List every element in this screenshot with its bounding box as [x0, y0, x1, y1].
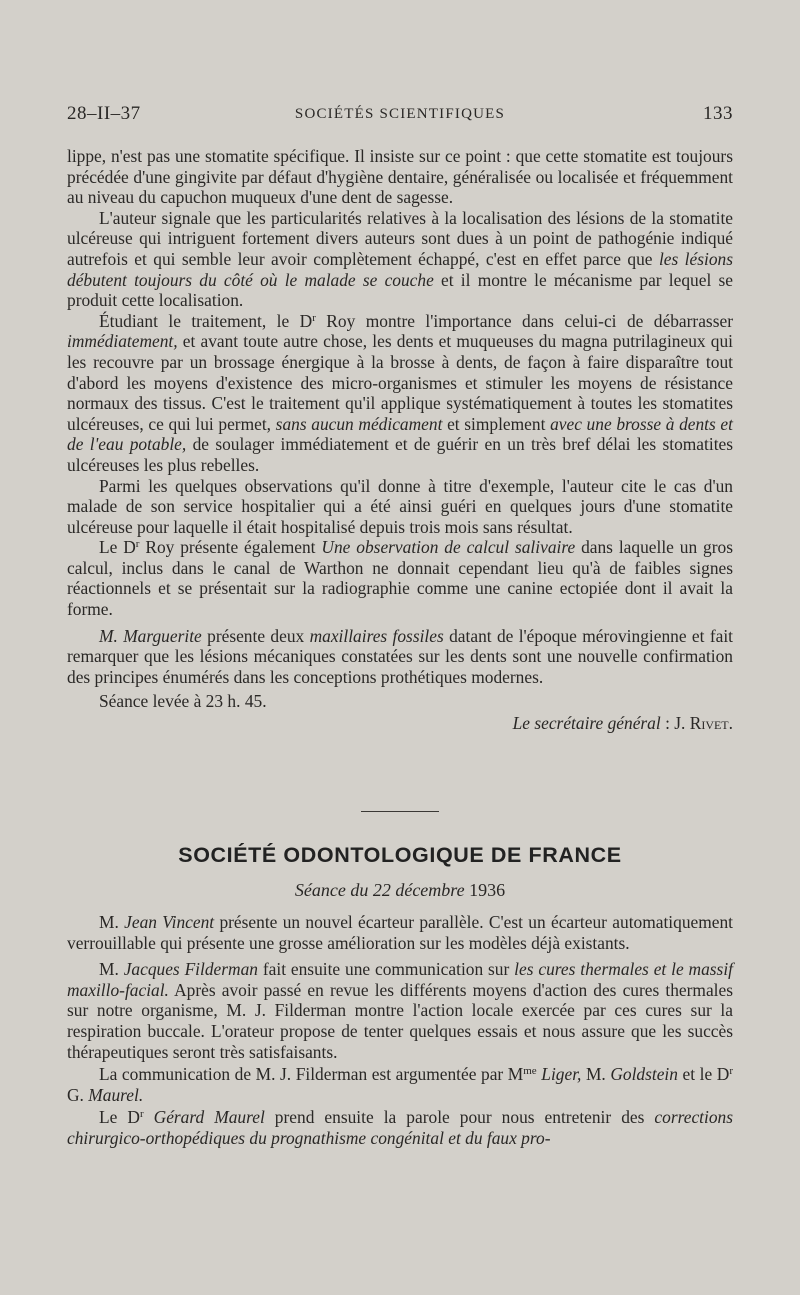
signature-line: Le secrétaire général : J. Rivet. — [512, 713, 733, 734]
section-text — [67, 912, 733, 1149]
header-title: SOCIÉTÉS SCIENTIFIQUES — [294, 106, 506, 122]
paragraph: Le $D^r$ Gérard Maurel prend ensuite la parole pour nous entretenir des corrections chirurgico-orthopédiques du prognathisme congénital et du faux pro- — [67, 1107, 733, 1148]
paragraph: La communication de M. J. Filderman est argumentée par $M^{me}$ Liger, M. Goldstein et le $D^r$ G. Maurel. — [67, 1064, 734, 1105]
paragraph: Le $D^r$ Roy présente également Une observation de calcul salivaire dans laquelle un gros calcul, inclus dans le canal de Warthon ne donnait cependant lieu qu'à de faibles signes réactionnels et se présentait sur la radiographie comme une canine ectopiée dont il avait la forme. — [67, 537, 734, 620]
section-heading: SOCIÉTÉ ODONTOLOGIQUE DE FRANCE — [178, 843, 622, 867]
running-header — [67, 103, 733, 133]
paragraph: L'auteur signale que les particularités relatives à la localisation des lésions de la stomatite ulcéreuse qui intriguent fortement divers auteurs sont dues à un point de pathogénie indiqué autrefois et qui semble leur avoir complètement échappé, c'est en effet parce que les lésions débutent toujours du côté où le malade se couche et il montre le mécanisme par lequel se produit cette localisation. — [67, 207, 733, 311]
page-number: 133 — [703, 103, 733, 124]
paragraph: Étudiant le traitement, le $D^r$ Roy montre l'importance dans celui-ci de débarrasser immédiatement, et avant toute autre chose, les dents et muqueuses du magna putrilagineux qui les recouvre par un brossage énergique à la brosse à dents, de façon à faire disparaître tout d'abord les moyens d'existence des micro-organismes et stimuler les moyens de résistance normaux des tissus. C'est le traitement qu'il applique systématiquement à toutes les stomatites ulcéreuses, ce qui lui permet, sans aucun médicament et simplement avec une brosse à dents et de l'eau potable, de soulager immédiatement et de guérir en un très bref délai les stomatites ulcéreuses les plus rebelles. — [67, 310, 734, 475]
section-divider — [361, 811, 439, 812]
paragraph: Séance levée à 23 h. 45. — [99, 691, 267, 712]
header-date: 28–II–37 — [67, 103, 141, 124]
paragraph: Parmi les quelques observations qu'il donne à titre d'exemple, l'auteur cite le cas d'un malade de son service hospitalier qui a été ainsi guéri en quelques jours d'une stomatite ulcéreuse pour laquelle il était hospitalisé depuis trois mois sans résultat. — [67, 475, 733, 537]
session-date: Séance du 22 décembre 1936 — [294, 880, 506, 900]
main-text — [67, 146, 733, 734]
paragraph: M. Jean Vincent présente un nouvel écarteur parallèle. C'est un écarteur automatiquement verrouillable qui présente une grosse amélioration sur les modèles déjà existants. — [67, 912, 734, 953]
paragraph: lippe, n'est pas une stomatite spécifique. Il insiste sur ce point : que cette stomatite est toujours précédée d'une gingivite par défaut d'hygiène dentaire, généralisée ou localisée et fréquemment au niveau du capuchon muqueux d'une dent de sagesse. — [67, 146, 733, 208]
paragraph: M. Jacques Filderman fait ensuite une communication sur les cures thermales et le massif maxillo-facial. Après avoir passé en revue les différents moyens d'action des cures thermales sur notre organisme, M. J. Filderman montre l'action locale exercée par ces cures sur la respiration buccale. L'orateur propose de tenter quelques essais et nous assure que les succès thérapeutiques seront très satisfaisants. — [67, 959, 733, 1062]
paragraph: M. Marguerite présente deux maxillaires fossiles datant de l'époque mérovingienne et fait remarquer que les lésions mécaniques constatées sur les dents sont une nouvelle confirmation des principes énumérés dans les conceptions prothétiques modernes. — [67, 625, 733, 687]
